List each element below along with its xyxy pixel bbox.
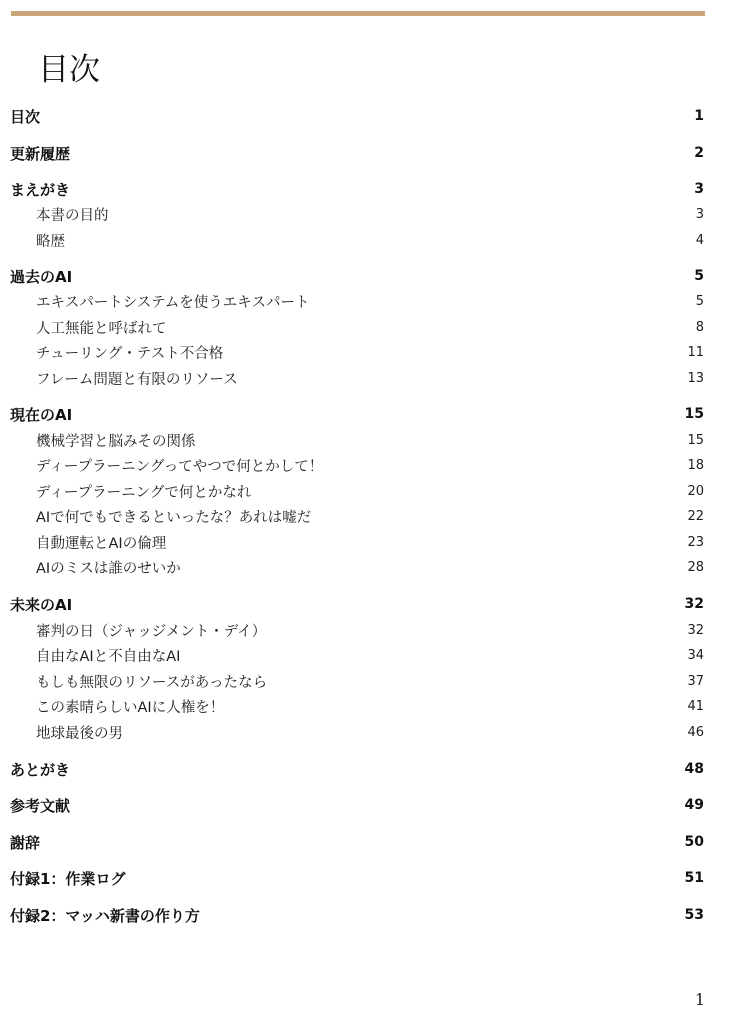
toc-entry-page-number: 15 [684,406,704,422]
toc-entry-page-number: 34 [687,647,704,663]
toc-entry-page-number: 1 [694,108,704,124]
toc-entry-page-number: 32 [684,596,704,612]
toc-entry-page-number: 46 [687,724,704,740]
toc-entry-title: まえがき [10,180,71,199]
toc-entry-page-number: 53 [684,907,704,923]
toc-entry-page-number: 13 [687,370,704,386]
toc-entry-page-number: 3 [695,206,704,222]
toc-entry-page-number: 41 [687,698,704,714]
toc-entry-page-number: 32 [687,622,704,638]
toc-entry-title: 自動運転とAIの倫理 [36,535,167,552]
toc-section-entry[interactable] [10,530,704,554]
toc-section-entry[interactable] [10,504,704,528]
toc-entry-title: この素晴らしいAIに人権を！ [36,699,225,716]
toc-entry-title: 本書の目的 [36,207,109,224]
toc-section-entry[interactable] [10,340,704,364]
toc-entry-page-number: 18 [687,457,704,473]
toc-entry-title: 更新履歴 [10,144,71,163]
toc-section-entry[interactable] [10,428,704,452]
toc-chapter-entry[interactable] [10,793,704,817]
toc-entry-title: ディープラーニングってやつで何とかして！ [36,458,324,475]
toc-entry-title: 自由なAIと不自由なAI [36,648,181,665]
toc-entry-page-number: 8 [695,319,704,335]
toc-entry-title: ディープラーニングで何とかなれ [36,484,252,501]
toc-entry-page-number: 49 [684,797,704,813]
toc-section-entry[interactable] [10,479,704,503]
toc-chapter-entry[interactable] [10,264,704,288]
toc-entry-page-number: 28 [687,559,704,575]
toc-section-entry[interactable] [10,289,704,313]
toc-entry-title: 未来のAI [10,595,73,614]
toc-entry-title: 過去のAI [10,267,73,286]
toc-entry-page-number: 37 [687,673,704,689]
toc-entry-title: チューリング・テスト不合格 [36,345,224,362]
toc-section-entry[interactable] [10,694,704,718]
toc-section-entry[interactable] [10,720,704,744]
toc-entry-page-number: 15 [687,432,704,448]
toc-entry-title: 付録1：作業ログ [10,869,126,888]
toc-entry-page-number: 20 [687,483,704,499]
toc-entry-title: 参考文献 [10,796,71,815]
toc-chapter-entry[interactable] [10,177,704,201]
toc-entry-title: AIで何でもできるといったな？あれは嘘だ [36,509,312,526]
toc-entry-title: 審判の日（ジャッジメント・デイ） [36,623,267,640]
toc-section-entry[interactable] [10,669,704,693]
toc-entry-page-number: 3 [694,181,704,197]
footer-page-number: 1 [694,990,706,1009]
toc-entry-page-number: 11 [687,344,704,360]
toc-section-entry[interactable] [10,315,704,339]
toc-entry-title: あとがき [10,760,71,779]
toc-chapter-entry[interactable] [10,830,704,854]
toc-section-entry[interactable] [10,366,704,390]
toc-entry-title: 謝辞 [10,833,41,852]
toc-chapter-entry[interactable] [10,104,704,128]
toc-section-entry[interactable] [10,555,704,579]
toc-section-entry[interactable] [10,618,704,642]
toc-entry-title: 現在のAI [10,405,73,424]
toc-entry-page-number: 48 [684,761,704,777]
page-title: 目次 [38,52,100,88]
toc-entry-title: AIのミスは誰のせいか [36,560,181,577]
toc-entry-title: エキスパートシステムを使うエキスパート [36,294,310,311]
toc-entry-title: 地球最後の男 [36,725,123,742]
toc-chapter-entry[interactable] [10,903,704,927]
toc-entry-page-number: 51 [684,870,704,886]
toc-entry-page-number: 23 [687,534,704,550]
header-rule [11,11,705,16]
toc-section-entry[interactable] [10,453,704,477]
toc-chapter-entry[interactable] [10,757,704,781]
toc-chapter-entry[interactable] [10,141,704,165]
toc-entry-title: もしも無限のリソースがあったなら [36,674,268,691]
toc-entry-page-number: 5 [695,293,704,309]
toc-chapter-entry[interactable] [10,592,704,616]
toc-entry-page-number: 50 [684,834,704,850]
toc-section-entry[interactable] [10,228,704,252]
toc-entry-page-number: 4 [695,232,704,248]
toc-chapter-entry[interactable] [10,866,704,890]
toc-entry-page-number: 2 [694,145,704,161]
toc-entry-title: 機械学習と脳みその関係 [36,433,196,450]
toc-entry-page-number: 5 [694,268,704,284]
toc-entry-page-number: 22 [687,508,704,524]
toc-entry-title: 付録2：マッハ新書の作り方 [10,906,200,925]
toc-section-entry[interactable] [10,643,704,667]
toc-entry-title: フレーム問題と有限のリソース [36,371,238,388]
toc-chapter-entry[interactable] [10,402,704,426]
toc-entry-title: 略歴 [36,233,65,250]
toc-entry-title: 目次 [10,107,41,126]
toc-section-entry[interactable] [10,202,704,226]
toc-entry-title: 人工無能と呼ばれて [36,320,167,337]
